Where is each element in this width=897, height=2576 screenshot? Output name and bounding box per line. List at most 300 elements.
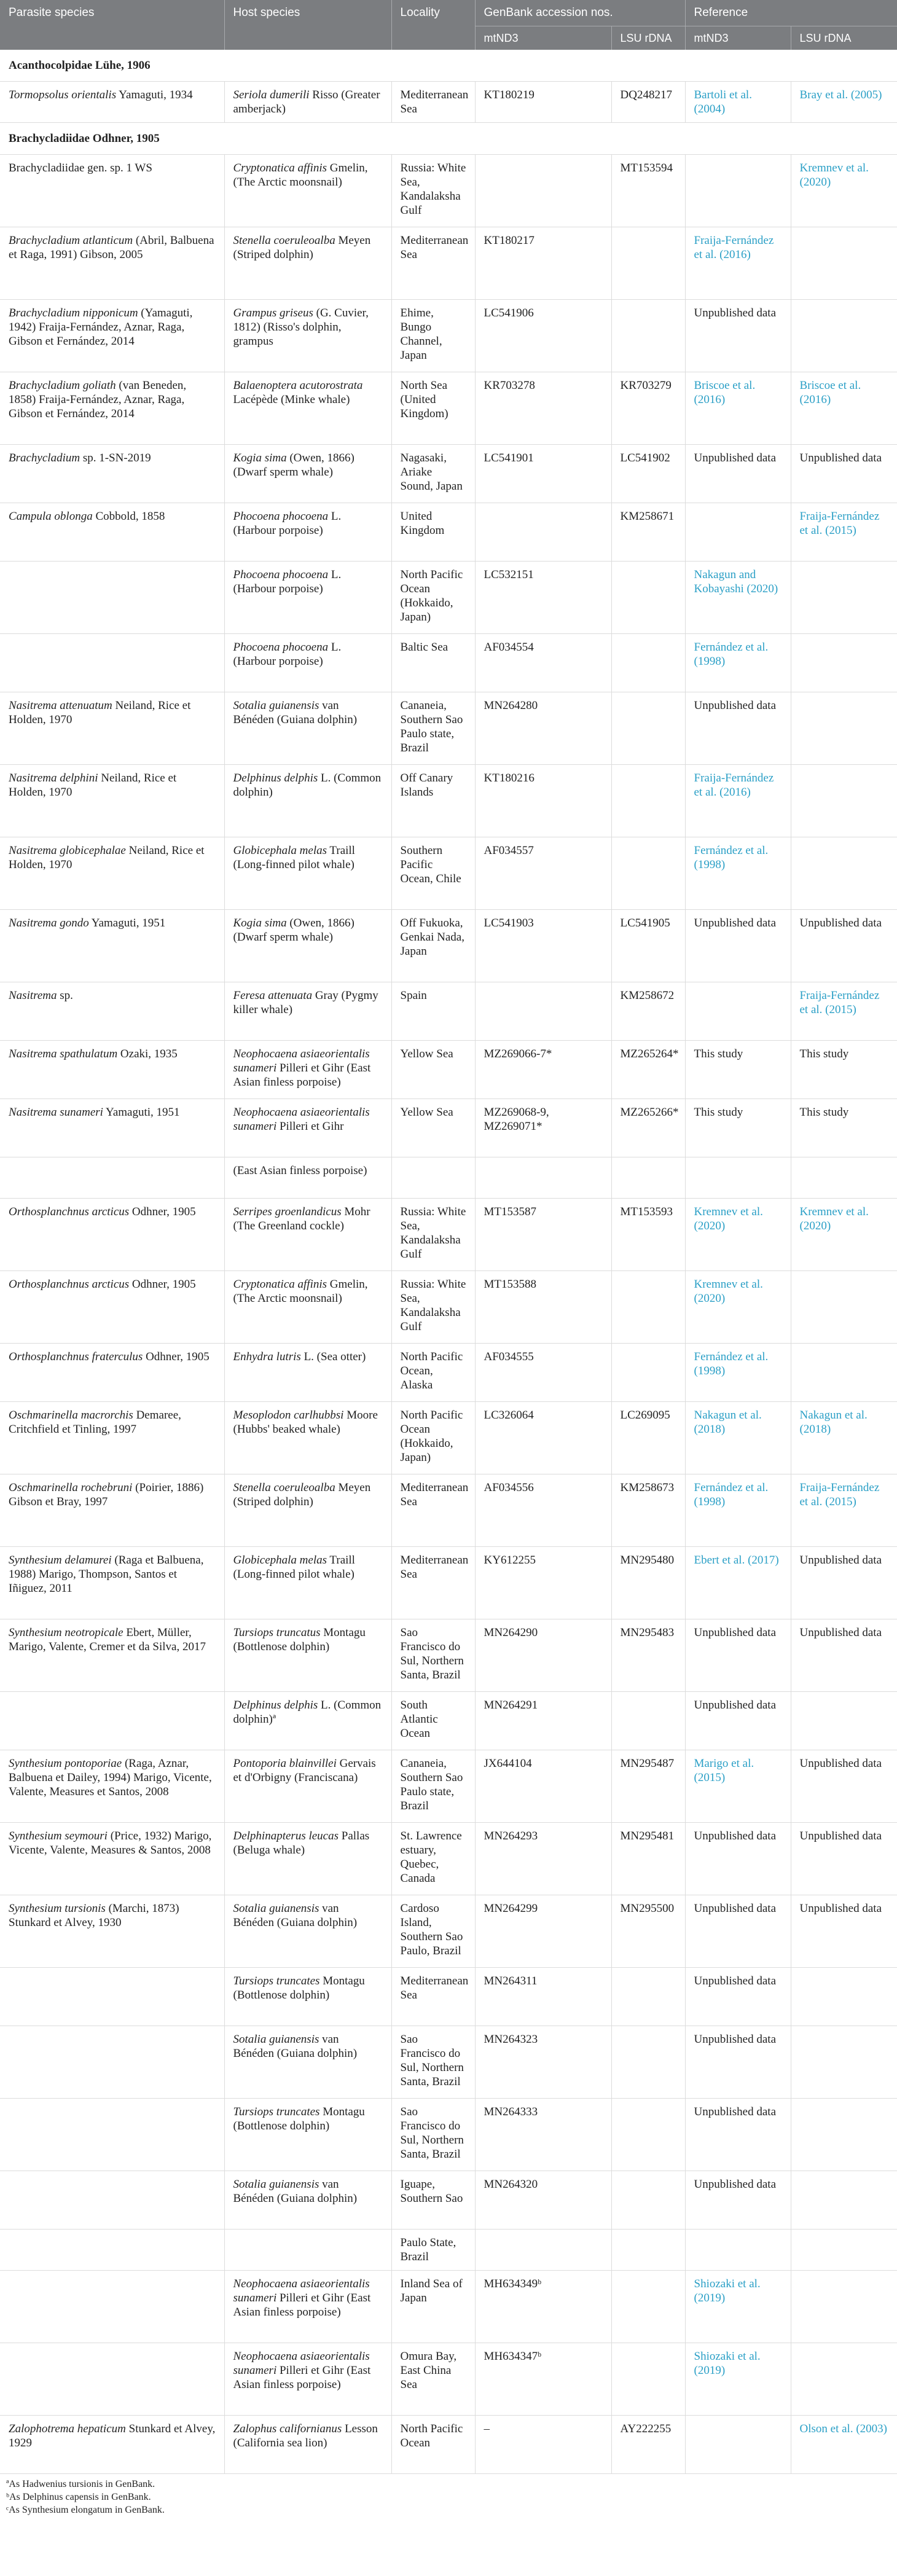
mtnd3-accession: LC541903: [484, 917, 534, 930]
locality-cell: [391, 1402, 475, 1474]
host-cell: [224, 1099, 391, 1157]
mtnd3-accession: MN264280: [484, 699, 538, 712]
host-name: Sotalia guianensis: [233, 2033, 319, 2046]
table-row: [0, 562, 897, 634]
mtnd3-cell: [475, 2230, 611, 2271]
parasite-cell: [0, 1402, 224, 1474]
mtnd3-cell: [475, 1619, 611, 1692]
locality-cell: [391, 227, 475, 300]
ref-mtnd3-link[interactable]: Ebert et al. (2017): [694, 1554, 779, 1567]
host-cell: [224, 1157, 391, 1199]
table-row: [0, 910, 897, 982]
parasite-cell: [0, 562, 224, 634]
lsu-cell: [611, 155, 685, 227]
ref-lsu-cell: [791, 1619, 897, 1692]
parasite-authority: Yamaguti, 1951: [88, 917, 166, 930]
host-name: Tursiops truncatus: [233, 1626, 321, 1639]
ref-mtnd3-cell: [685, 2026, 791, 2099]
ref-lsu-text: Unpublished data: [799, 1626, 882, 1639]
table-row: [0, 1895, 897, 1968]
host-name: Grampus griseus: [233, 307, 313, 319]
lsu-cell: [611, 765, 685, 837]
mtnd3-accession: LC541901: [484, 452, 534, 464]
lsu-cell: [611, 1547, 685, 1619]
locality-cell: [391, 82, 475, 123]
locality-cell: [391, 837, 475, 910]
host-cell: [224, 1692, 391, 1750]
host-name: Kogia sima: [233, 917, 287, 930]
mtnd3-accession: MN264320: [484, 2178, 538, 2191]
host-cell: [224, 300, 391, 372]
ref-mtnd3-cell: [685, 1344, 791, 1402]
ref-lsu-text: This study: [799, 1106, 849, 1119]
mtnd3-cell: [475, 227, 611, 300]
ref-lsu-cell: [791, 1344, 897, 1402]
table-row: [0, 1547, 897, 1619]
ref-mtnd3-link[interactable]: Kremnev et al. (2020): [694, 1205, 763, 1232]
parasite-cell: [0, 227, 224, 300]
parasite-cell: [0, 1750, 224, 1823]
host-cell: [224, 1402, 391, 1474]
parasite-cell: [0, 2230, 224, 2271]
col-locality-header: Locality: [391, 0, 475, 26]
host-name: Sotalia guianensis: [233, 1902, 319, 1915]
ref-mtnd3-link[interactable]: Nakagun and Kobayashi (2020): [694, 568, 778, 595]
ref-mtnd3-cell: [685, 562, 791, 634]
parasite-name: Zalophotrema hepaticum: [9, 2422, 126, 2435]
ref-lsu-text: Unpublished data: [799, 1830, 882, 1842]
host-detail: Traill (Long-finned pilot whale): [233, 844, 355, 871]
locality-text: Mediterranean Sea: [400, 88, 469, 115]
lsu-cell: [611, 1157, 685, 1199]
mtnd3-cell: [475, 503, 611, 562]
ref-lsu-link[interactable]: Bray et al. (2005): [799, 88, 882, 101]
lsu-cell: [611, 1823, 685, 1895]
host-detail: Pilleri et Gihr (East Asian finless porpoise): [233, 2292, 371, 2319]
host-name: Enhydra lutris: [233, 1350, 301, 1363]
lsu-cell: [611, 1968, 685, 2026]
table-row: [0, 1968, 897, 2026]
locality-cell: [391, 2230, 475, 2271]
parasite-authority: Stunkard et Alvey, 1929: [9, 2422, 216, 2449]
table-row: [0, 2171, 897, 2230]
host-cell: [224, 2230, 391, 2271]
locality-cell: [391, 445, 475, 503]
ref-mtnd3-link[interactable]: Bartoli et al. (2004): [694, 88, 752, 115]
ref-mtnd3-link[interactable]: Fernández et al. (1998): [694, 1350, 769, 1377]
ref-mtnd3-link[interactable]: Marigo et al. (2015): [694, 1757, 754, 1784]
host-cell: [224, 1547, 391, 1619]
ref-lsu-cell: [791, 1199, 897, 1271]
ref-lsu-link[interactable]: Fraija-Fernández et al. (2015): [799, 510, 880, 537]
lsu-cell: [611, 1402, 685, 1474]
lsu-cell: [611, 1692, 685, 1750]
mtnd3-cell: [475, 1692, 611, 1750]
mtnd3-accession: LC541906: [484, 307, 534, 319]
locality-text: Cardoso Island, Southern Sao Paulo, Brazil: [400, 1902, 463, 1957]
ref-mtnd3-link[interactable]: Fernández et al. (1998): [694, 1481, 769, 1508]
lsu-accession: MT153593: [620, 1205, 673, 1218]
lsu-cell: [611, 1344, 685, 1402]
ref-mtnd3-cell: [685, 227, 791, 300]
mtnd3-accession: MZ269068-9, MZ269071*: [484, 1106, 549, 1133]
table-row: [0, 1402, 897, 1474]
parasite-cell: [0, 634, 224, 692]
host-detail: van Bénéden (Guiana dolphin): [233, 1902, 358, 1929]
family-name-text: Acanthocolpidae Lühe, 1906: [9, 59, 151, 72]
parasite-name: Brachycladium goliath: [9, 379, 116, 392]
ref-mtnd3-link[interactable]: Shiozaki et al. (2019): [694, 2277, 761, 2304]
ref-mtnd3-link[interactable]: Nakagun et al. (2018): [694, 1409, 762, 1436]
ref-lsu-cell: [791, 765, 897, 837]
table-row: [0, 2026, 897, 2099]
parasite-cell: [0, 503, 224, 562]
parasite-name: Nasitrema gondo: [9, 917, 89, 930]
table-row: [0, 692, 897, 765]
ref-mtnd3-cell: [685, 82, 791, 123]
locality-cell: [391, 2171, 475, 2230]
mtnd3-cell: [475, 692, 611, 765]
ref-mtnd3-cell: [685, 1199, 791, 1271]
col-reference-header: Reference: [685, 0, 897, 26]
host-detail: Meyen (Striped dolphin): [233, 234, 371, 261]
parasite-name: Brachycladiidae gen. sp. 1 WS: [9, 162, 152, 174]
mtnd3-cell: [475, 1271, 611, 1344]
parasite-cell: [0, 765, 224, 837]
parasite-cell: [0, 2026, 224, 2099]
sub-ref-mtnd3-header: mtND3: [685, 26, 791, 50]
host-cell: [224, 634, 391, 692]
mtnd3-accession: MN264311: [484, 1975, 538, 1987]
ref-lsu-cell: [791, 2099, 897, 2171]
parasite-name: Orthosplanchnus arcticus: [9, 1278, 130, 1291]
parasite-name: Synthesium pontoporiae: [9, 1757, 122, 1770]
host-cell: [224, 445, 391, 503]
mtnd3-accession: JX644104: [484, 1757, 532, 1770]
ref-mtnd3-text: Unpublished data: [694, 699, 777, 712]
ref-lsu-link[interactable]: Olson et al. (2003): [799, 2422, 887, 2435]
ref-mtnd3-text: This study: [694, 1106, 743, 1119]
lsu-cell: [611, 300, 685, 372]
host-cell: [224, 1895, 391, 1968]
mtnd3-cell: [475, 1474, 611, 1547]
parasite-authority: Yamaguti, 1934: [116, 88, 193, 101]
host-detail: Montagu (Bottlenose dolphin): [233, 1626, 366, 1653]
parasite-cell: [0, 2343, 224, 2416]
ref-lsu-cell: [791, 2343, 897, 2416]
lsu-accession: DQ248217: [620, 88, 672, 101]
ref-mtnd3-cell: [685, 155, 791, 227]
table-row: [0, 227, 897, 300]
ref-lsu-cell: [791, 445, 897, 503]
ref-lsu-link[interactable]: Kremnev et al. (2020): [799, 162, 869, 189]
locality-text: Baltic Sea: [400, 641, 448, 654]
table-row: [0, 2099, 897, 2171]
mtnd3-cell: [475, 372, 611, 445]
ref-mtnd3-link[interactable]: Briscoe et al. (2016): [694, 379, 756, 406]
locality-text: Paulo State, Brazil: [400, 2236, 456, 2263]
parasite-name: Synthesium tursionis: [9, 1902, 106, 1915]
locality-cell: [391, 982, 475, 1041]
host-detail: L. (Common dolphin)ª: [233, 1699, 382, 1726]
mtnd3-accession: MT153588: [484, 1278, 536, 1291]
parasite-authority: sp. 1-SN-2019: [80, 452, 151, 464]
mtnd3-accession: KR703278: [484, 379, 535, 392]
locality-cell: [391, 155, 475, 227]
parasite-authority: (Price, 1932) Marigo, Vicente, Valente, Measures & Santos, 2008: [9, 1830, 212, 1857]
lsu-cell: [611, 1619, 685, 1692]
ref-mtnd3-text: Unpublished data: [694, 2105, 777, 2118]
ref-lsu-link[interactable]: Briscoe et al. (2016): [799, 379, 861, 406]
host-name: Kogia sima: [233, 452, 287, 464]
ref-mtnd3-text: Unpublished data: [694, 1975, 777, 1987]
host-name: Delphinapterus leucas: [233, 1830, 339, 1842]
table-row: [0, 1750, 897, 1823]
locality-cell: [391, 765, 475, 837]
lsu-accession: MN295481: [620, 1830, 675, 1842]
parasite-cell: [0, 2416, 224, 2474]
table-row: [0, 1823, 897, 1895]
parasite-cell: [0, 2271, 224, 2343]
host-name: Sotalia guianensis: [233, 699, 319, 712]
family-name: [0, 50, 897, 82]
ref-mtnd3-cell: [685, 1619, 791, 1692]
locality-text: Yellow Sea: [400, 1047, 453, 1060]
ref-lsu-cell: [791, 1402, 897, 1474]
ref-mtnd3-link[interactable]: Shiozaki et al. (2019): [694, 2350, 761, 2377]
footnote: ᶜAs Synthesium elongatum in GenBank.: [6, 2505, 165, 2515]
host-detail: Lacépède (Minke whale): [233, 393, 350, 406]
ref-mtnd3-link[interactable]: Fraija-Fernández et al. (2016): [694, 234, 774, 261]
parasite-cell: [0, 1474, 224, 1547]
host-detail: Pilleri et Gihr: [276, 1120, 344, 1133]
table-row: [0, 1041, 897, 1099]
mtnd3-cell: [475, 1099, 611, 1157]
parasite-name: Nasitrema attenuatum: [9, 699, 112, 712]
ref-lsu-cell: [791, 692, 897, 765]
host-cell: [224, 372, 391, 445]
parasite-name: Brachycladium atlanticum: [9, 234, 133, 247]
mtnd3-accession: MN264291: [484, 1699, 538, 1712]
locality-cell: [391, 1157, 475, 1199]
ref-lsu-cell: [791, 1157, 897, 1199]
host-detail: L. (Harbour porpoise): [233, 510, 342, 537]
blank-subheader: [224, 26, 391, 50]
locality-text: South Atlantic Ocean: [400, 1699, 438, 1740]
locality-cell: [391, 1474, 475, 1547]
ref-mtnd3-cell: [685, 445, 791, 503]
parasite-cell: [0, 1199, 224, 1271]
locality-text: Russia: White Sea, Kandalaksha Gulf: [400, 162, 466, 217]
locality-text: Ehime, Bungo Channel, Japan: [400, 307, 442, 362]
host-name: Neophocaena asiaeorientalis sunameri: [233, 2350, 370, 2377]
ref-mtnd3-link[interactable]: Fernández et al. (1998): [694, 844, 769, 871]
mtnd3-cell: [475, 1199, 611, 1271]
locality-text: Russia: White Sea, Kandalaksha Gulf: [400, 1205, 466, 1261]
ref-lsu-cell: [791, 1823, 897, 1895]
locality-text: United Kingdom: [400, 510, 445, 537]
parasite-authority: Odhner, 1905: [129, 1278, 196, 1291]
ref-mtnd3-cell: [685, 1041, 791, 1099]
ref-lsu-cell: [791, 910, 897, 982]
locality-text: Off Canary Islands: [400, 772, 453, 799]
lsu-cell: [611, 837, 685, 910]
ref-mtnd3-cell: [685, 1271, 791, 1344]
lsu-accession: MZ265266*: [620, 1106, 679, 1119]
ref-lsu-text: This study: [799, 1047, 849, 1060]
host-cell: [224, 1199, 391, 1271]
locality-cell: [391, 300, 475, 372]
parasite-authority: (Yamaguti, 1942) Fraija-Fernández, Aznar, Raga, Gibson et Fernández, 2014: [9, 307, 193, 348]
ref-lsu-cell: [791, 1099, 897, 1157]
parasite-name: Nasitrema sunameri: [9, 1106, 103, 1119]
sub-mtnd3-header: mtND3: [475, 26, 611, 50]
mtnd3-accession: LC532151: [484, 568, 534, 581]
locality-cell: [391, 1344, 475, 1402]
ref-mtnd3-text: Unpublished data: [694, 917, 777, 930]
lsu-cell: [611, 910, 685, 982]
lsu-cell: [611, 2271, 685, 2343]
mtnd3-accession: MH634347ᵇ: [484, 2350, 541, 2363]
host-detail: Moore (Hubbs' beaked whale): [233, 1409, 378, 1436]
ref-lsu-cell: [791, 634, 897, 692]
mtnd3-accession: KT180216: [484, 772, 535, 785]
lsu-cell: [611, 2343, 685, 2416]
lsu-cell: [611, 1750, 685, 1823]
host-detail: (Owen, 1866) (Dwarf sperm whale): [233, 917, 354, 944]
mtnd3-cell: [475, 2099, 611, 2171]
host-detail: van Bénéden (Guiana dolphin): [233, 2033, 358, 2060]
host-name: Sotalia guianensis: [233, 2178, 319, 2191]
locality-cell: [391, 1968, 475, 2026]
host-name: Cryptonatica affinis: [233, 1278, 327, 1291]
ref-mtnd3-text: Unpublished data: [694, 1699, 777, 1712]
host-name: Seriola dumerili: [233, 88, 310, 101]
host-cell: [224, 1968, 391, 2026]
mtnd3-cell: [475, 445, 611, 503]
mtnd3-cell: [475, 155, 611, 227]
host-detail: van Bénéden (Guiana dolphin): [233, 2178, 358, 2205]
ref-mtnd3-link[interactable]: Fernández et al. (1998): [694, 641, 769, 668]
host-cell: [224, 837, 391, 910]
parasite-cell: [0, 2171, 224, 2230]
host-name: Delphinus delphis: [233, 772, 318, 785]
ref-lsu-cell: [791, 1474, 897, 1547]
locality-cell: [391, 1692, 475, 1750]
locality-cell: [391, 1619, 475, 1692]
ref-mtnd3-link[interactable]: Kremnev et al. (2020): [694, 1278, 763, 1305]
parasite-cell: [0, 982, 224, 1041]
host-cell: [224, 2271, 391, 2343]
ref-lsu-cell: [791, 2230, 897, 2271]
host-detail: Pilleri et Gihr (East Asian finless porpoise): [233, 2364, 371, 2391]
parasite-cell: [0, 2099, 224, 2171]
lsu-accession: KM258673: [620, 1481, 675, 1494]
lsu-cell: [611, 82, 685, 123]
locality-cell: [391, 1895, 475, 1968]
ref-lsu-link[interactable]: Kremnev et al. (2020): [799, 1205, 869, 1232]
parasite-cell: [0, 445, 224, 503]
ref-lsu-link[interactable]: Fraija-Fernández et al. (2015): [799, 1481, 880, 1508]
ref-lsu-link[interactable]: Fraija-Fernández et al. (2015): [799, 989, 880, 1016]
parasite-cell: [0, 1271, 224, 1344]
ref-mtnd3-link[interactable]: Fraija-Fernández et al. (2016): [694, 772, 774, 799]
parasite-name: Brachycladium: [9, 452, 80, 464]
table-row: [0, 82, 897, 123]
host-cell: [224, 1474, 391, 1547]
host-detail: Pilleri et Gihr (East Asian finless porpoise): [233, 1062, 371, 1089]
ref-mtnd3-cell: [685, 1968, 791, 2026]
ref-mtnd3-cell: [685, 692, 791, 765]
locality-text: Sao Francisco do Sul, Northern Santa, Brazil: [400, 2105, 464, 2161]
parasite-cell: [0, 1823, 224, 1895]
mtnd3-accession: MN264299: [484, 1902, 538, 1915]
ref-lsu-cell: [791, 1750, 897, 1823]
col-host-header: Host species: [224, 0, 391, 26]
host-name: Stenella coeruleoalba: [233, 234, 335, 247]
host-detail: L. (Sea otter): [300, 1350, 366, 1363]
locality-cell: [391, 910, 475, 982]
table-row: [0, 1099, 897, 1157]
lsu-cell: [611, 634, 685, 692]
host-detail: Pallas (Beluga whale): [233, 1830, 370, 1857]
ref-mtnd3-text: Unpublished data: [694, 1830, 777, 1842]
host-detail: Meyen (Striped dolphin): [233, 1481, 371, 1508]
lsu-cell: [611, 1041, 685, 1099]
parasite-authority: Neiland, Rice et Holden, 1970: [9, 699, 191, 726]
lsu-accession: MN295480: [620, 1554, 675, 1567]
lsu-cell: [611, 503, 685, 562]
parasite-authority: sp.: [57, 989, 73, 1002]
host-name: Tursiops truncates: [233, 1975, 320, 1987]
host-detail: Montagu (Bottlenose dolphin): [233, 1975, 365, 2002]
locality-text: Mediterranean Sea: [400, 1481, 469, 1508]
ref-lsu-link[interactable]: Nakagun et al. (2018): [799, 1409, 868, 1436]
mtnd3-cell: [475, 765, 611, 837]
locality-cell: [391, 1099, 475, 1157]
lsu-accession: KR703279: [620, 379, 672, 392]
ref-mtnd3-cell: [685, 2171, 791, 2230]
ref-mtnd3-cell: [685, 837, 791, 910]
lsu-cell: [611, 372, 685, 445]
ref-mtnd3-cell: [685, 1750, 791, 1823]
locality-text: Cananeia, Southern Sao Paulo state, Brazil: [400, 1757, 463, 1812]
parasite-cell: [0, 1968, 224, 2026]
host-cell: [224, 1750, 391, 1823]
parasite-cell: [0, 1099, 224, 1157]
host-detail: (Owen, 1866) (Dwarf sperm whale): [233, 452, 354, 479]
parasite-name: Nasitrema delphini: [9, 772, 98, 785]
locality-cell: [391, 1547, 475, 1619]
footnotes: [0, 2474, 897, 2520]
host-name: Neophocaena asiaeorientalis sunameri: [233, 1106, 370, 1133]
locality-text: Sao Francisco do Sul, Northern Santa, Brazil: [400, 2033, 464, 2088]
parasite-cell: [0, 1041, 224, 1099]
host-cell: [224, 1344, 391, 1402]
lsu-cell: [611, 1099, 685, 1157]
locality-text: Mediterranean Sea: [400, 1554, 469, 1581]
parasite-name: Synthesium delamurei: [9, 1554, 112, 1567]
ref-mtnd3-cell: [685, 2416, 791, 2474]
lsu-cell: [611, 2099, 685, 2171]
host-detail: Traill (Long-finned pilot whale): [233, 1554, 355, 1581]
host-detail: Gray (Pygmy killer whale): [233, 989, 378, 1016]
ref-mtnd3-cell: [685, 372, 791, 445]
locality-text: Cananeia, Southern Sao Paulo state, Brazil: [400, 699, 463, 754]
host-cell: [224, 1271, 391, 1344]
parasite-authority: Ebert, Müller, Marigo, Valente, Cremer et da Silva, 2017: [9, 1626, 206, 1653]
host-detail: Risso (Greater amberjack): [233, 88, 380, 115]
